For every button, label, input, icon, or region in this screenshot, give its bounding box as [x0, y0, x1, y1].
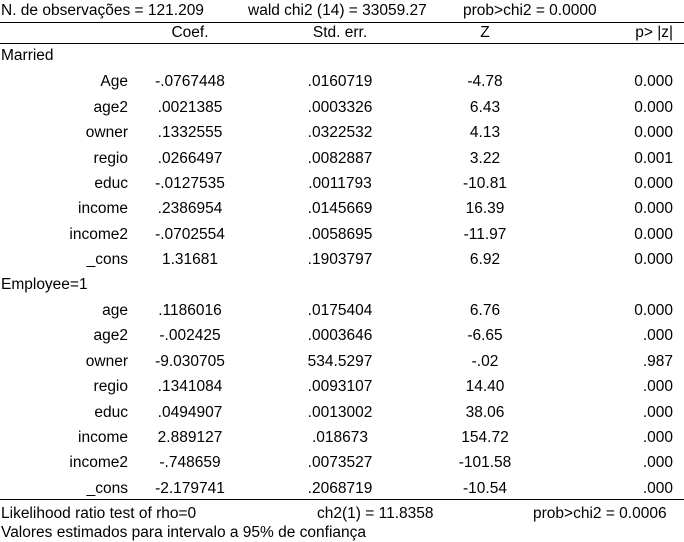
variable-name: owner — [85, 124, 128, 142]
p-value: 0.001 — [634, 149, 673, 167]
coef-value: 2.889127 — [157, 429, 223, 446]
variable-name: income — [78, 429, 128, 446]
table-row — [0, 451, 684, 476]
std-err-value: .0082887 — [307, 149, 373, 167]
variable-name: regio — [93, 149, 128, 167]
z-value: 4.13 — [469, 124, 501, 142]
coef-value: .1332555 — [157, 124, 223, 142]
group-label: Married — [1, 47, 54, 64]
table-row — [0, 70, 684, 95]
std-err-value: 534.5297 — [307, 352, 373, 370]
coef-value: .1341084 — [157, 378, 223, 396]
std-err-value: .0093107 — [307, 378, 373, 396]
z-value: -10.81 — [463, 175, 507, 192]
table-row — [0, 172, 684, 197]
table-row — [0, 248, 684, 273]
p-value: .000 — [642, 327, 673, 345]
column-header-z: Z — [480, 24, 490, 41]
std-err-value: .0003646 — [307, 327, 373, 345]
p-value: 0.000 — [634, 98, 673, 116]
column-header-row — [0, 23, 684, 48]
coef-value: 1.31681 — [161, 251, 219, 269]
coef-value: -.748659 — [159, 454, 221, 472]
variable-name: age2 — [93, 98, 128, 116]
column-header-std-err: Std. err. — [312, 24, 368, 41]
coef-value: -.002425 — [159, 327, 221, 345]
z-value: 154.72 — [461, 429, 509, 446]
p-value: .000 — [642, 479, 673, 497]
likelihood-ratio-test: Likelihood ratio test of rho=0 — [1, 505, 197, 522]
variable-name: income — [78, 200, 128, 218]
table-row — [0, 375, 684, 400]
footer-divider — [0, 499, 684, 500]
z-value: 3.22 — [469, 149, 501, 167]
coef-value: .0266497 — [157, 149, 223, 167]
z-value: 6.76 — [469, 302, 501, 319]
table-row — [0, 121, 684, 146]
std-err-value: .018673 — [311, 429, 369, 446]
table-row — [0, 324, 684, 349]
z-value: 14.40 — [465, 378, 505, 396]
p-value: 0.000 — [634, 200, 673, 218]
variable-name: age — [102, 302, 128, 319]
p-value: 0.000 — [634, 73, 673, 91]
std-err-value: .2068719 — [307, 479, 373, 497]
prob-chi2-footer: prob>chi2 = 0.0006 — [533, 505, 667, 522]
z-value: -4.78 — [467, 73, 503, 91]
wald-statistic: wald chi2 (14) = 33059.27 — [248, 2, 427, 19]
coef-value: .1186016 — [158, 302, 222, 319]
p-value: 0.000 — [634, 225, 673, 243]
prob-chi2-header: prob>chi2 = 0.0000 — [463, 2, 597, 19]
table-row — [0, 350, 684, 375]
variable-name: owner — [85, 352, 128, 370]
table-row — [0, 147, 684, 172]
variable-name: Age — [100, 73, 128, 91]
table-row — [0, 401, 684, 426]
std-err-value: .0175404 — [307, 302, 373, 319]
column-header-coef: Coef. — [171, 24, 209, 41]
coef-value: -.0127535 — [155, 175, 225, 192]
p-value: .000 — [642, 429, 673, 446]
p-value: .987 — [642, 352, 673, 370]
n-observations: N. de observações = 121.209 — [1, 2, 204, 19]
variable-name: _cons — [86, 479, 128, 497]
p-value: .000 — [642, 378, 673, 396]
std-err-value: .0011793 — [308, 175, 372, 192]
table-row — [0, 96, 684, 121]
variable-name: educ — [94, 403, 128, 421]
confidence-note: Valores estimados para intervalo a 95% de confiança — [1, 524, 367, 541]
p-value: 0.000 — [634, 302, 673, 319]
coef-value: -.0702554 — [155, 225, 225, 243]
coef-value: .2386954 — [157, 200, 223, 218]
z-value: 6.43 — [469, 98, 501, 116]
p-value: .000 — [642, 454, 673, 472]
variable-name: income2 — [69, 454, 128, 472]
variable-name: educ — [94, 175, 128, 192]
variable-name: _cons — [86, 251, 128, 269]
z-value: -6.65 — [467, 327, 503, 345]
coef-value: -.0767448 — [155, 73, 225, 91]
z-value: -101.58 — [458, 454, 512, 472]
p-value: 0.000 — [634, 251, 673, 269]
coef-value: .0021385 — [157, 98, 223, 116]
z-value: -.02 — [471, 352, 499, 370]
z-value: -10.54 — [463, 479, 507, 497]
coef-value: -9.030705 — [155, 352, 225, 370]
std-err-value: .0145669 — [307, 200, 373, 218]
table-row — [0, 197, 684, 222]
coef-value: .0494907 — [157, 403, 223, 421]
group-label: Employee=1 — [1, 275, 88, 293]
p-value: 0.000 — [634, 175, 673, 192]
variable-name: regio — [93, 378, 128, 396]
chi2-statistic: ch2(1) = 11.8358 — [317, 505, 434, 522]
std-err-value: .0013002 — [307, 403, 373, 421]
coef-value: -2.179741 — [155, 479, 225, 497]
z-value: 16.39 — [465, 200, 505, 218]
z-value: 38.06 — [465, 403, 505, 421]
table-row — [0, 299, 684, 324]
table-row — [0, 426, 684, 451]
std-err-value: .0073527 — [307, 454, 373, 472]
p-value: 0.000 — [634, 124, 673, 142]
std-err-value: .1903797 — [307, 251, 373, 269]
std-err-value: .0160719 — [307, 73, 373, 91]
z-value: -11.97 — [463, 225, 507, 243]
header-divider-bottom — [0, 43, 684, 44]
p-value: .000 — [642, 403, 673, 421]
std-err-value: .0003326 — [307, 98, 373, 116]
column-header-p: p> |z| — [635, 24, 673, 41]
variable-name: age2 — [93, 327, 128, 345]
z-value: 6.92 — [469, 251, 501, 269]
table-row — [0, 223, 684, 248]
variable-name: income2 — [69, 225, 128, 243]
std-err-value: .0322532 — [307, 124, 373, 142]
std-err-value: .0058695 — [307, 225, 373, 243]
